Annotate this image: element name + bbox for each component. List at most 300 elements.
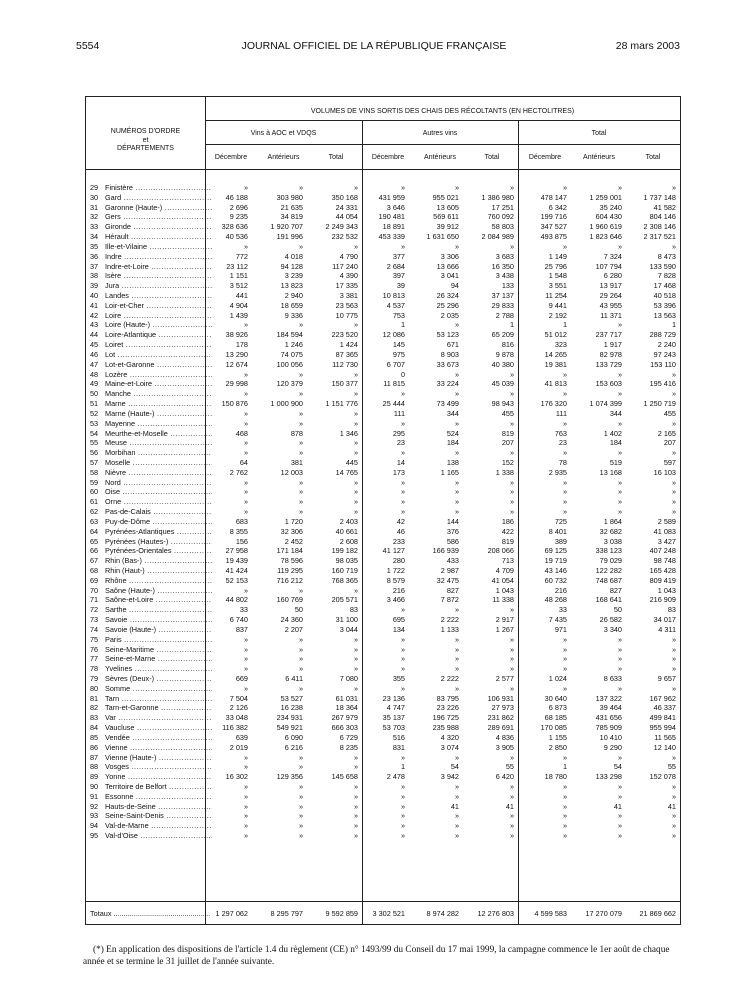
department-name: Garonne (Haute-) ..... — [105, 203, 212, 212]
subcol-header: Antérieurs — [424, 154, 456, 161]
table-cell: 19 381 — [544, 359, 567, 369]
department-name: Saône-et-Loire ..... — [105, 595, 212, 604]
table-cell: 397 — [392, 271, 405, 281]
table-cell: 13 605 — [436, 202, 459, 212]
department-number: 39 — [90, 281, 99, 291]
table-cell: » — [617, 782, 622, 792]
table-cell: 31 100 — [335, 615, 358, 625]
table-cell: » — [509, 634, 514, 644]
table-cell: » — [509, 831, 514, 841]
table-cell: 9 657 — [657, 674, 676, 683]
table-cell: 1 823 646 — [589, 232, 622, 242]
table-cell: 6 216 — [284, 742, 303, 752]
department-number: 35 — [90, 241, 99, 251]
table-cell: 55 — [667, 762, 676, 772]
department-number: 62 — [90, 507, 99, 517]
table-cell: 33 048 — [225, 713, 248, 723]
table-cell: 13 666 — [436, 261, 459, 271]
department-name: Moselle ..... — [105, 458, 212, 467]
table-cell: 12 674 — [225, 359, 248, 369]
department-number: 32 — [90, 212, 99, 222]
subcol-header: Total — [484, 154, 500, 161]
table-cell: 54 — [450, 762, 459, 772]
table-cell: » — [353, 448, 358, 458]
table-cell: 6 873 — [548, 703, 567, 713]
table-cell: 295 — [392, 428, 405, 438]
table-cell: 133 — [501, 281, 514, 291]
table-cell: » — [454, 389, 459, 399]
table-cell: 1 631 650 — [426, 232, 459, 242]
table-cell: » — [243, 782, 248, 792]
table-cell: 3 038 — [603, 536, 622, 546]
table-cell: 2 696 — [229, 202, 248, 212]
table-cell: » — [454, 821, 459, 831]
department-label — [90, 379, 212, 388]
table-cell: » — [617, 821, 622, 831]
table-cell: » — [298, 762, 303, 772]
department-name: Ille-et-Vilaine ..... — [105, 242, 212, 251]
department-label — [90, 802, 212, 811]
department-name: Loiret ..... — [105, 340, 212, 349]
table-cell: » — [617, 664, 622, 674]
table-cell: 971 — [554, 624, 567, 634]
table-cell: 170 085 — [540, 723, 567, 733]
department-label — [90, 291, 212, 300]
department-label — [90, 360, 212, 369]
department-number: 57 — [90, 457, 99, 467]
table-cell: » — [353, 241, 358, 251]
table-cell: » — [562, 448, 567, 458]
department-label — [90, 831, 212, 840]
department-label — [90, 635, 212, 644]
table-cell: 27 973 — [491, 703, 514, 713]
row-divider — [86, 901, 680, 902]
table-cell: 1 074 399 — [589, 399, 622, 409]
table-cell: » — [562, 801, 567, 811]
table-cell: » — [617, 683, 622, 693]
table-cell: » — [671, 448, 676, 458]
department-label — [90, 517, 212, 526]
table-cell: 2 317 521 — [643, 232, 676, 242]
table-cell: 453 339 — [378, 232, 405, 242]
department-number: 59 — [90, 477, 99, 487]
table-cell: 17 335 — [335, 281, 358, 291]
table-cell: 166 939 — [432, 546, 459, 556]
table-cell: 18 659 — [280, 300, 303, 310]
table-cell: 355 — [392, 674, 405, 683]
department-label — [90, 262, 212, 271]
table-cell: 376 — [446, 526, 459, 536]
table-cell: 237 717 — [595, 330, 622, 340]
table-cell: 178 — [235, 340, 248, 350]
table-cell: 2 589 — [657, 516, 676, 526]
department-name: Marne ..... — [105, 399, 212, 408]
table-cell: 205 571 — [331, 595, 358, 605]
department-number: 76 — [90, 644, 99, 654]
department-number: 37 — [90, 261, 99, 271]
table-cell: » — [617, 791, 622, 801]
department-name: Lot-et-Garonne ..... — [105, 360, 212, 369]
table-cell: 199 182 — [331, 546, 358, 556]
table-cell: 2 084 989 — [481, 232, 514, 242]
page-number: 5554 — [76, 40, 100, 52]
table-cell: 129 356 — [276, 772, 303, 782]
table-cell: 1 346 — [339, 428, 358, 438]
table-cell: 4 747 — [386, 703, 405, 713]
department-name: Meurthe-et-Moselle ..... — [105, 429, 212, 438]
table-cell: » — [509, 507, 514, 517]
table-cell: » — [562, 811, 567, 821]
table-cell: » — [298, 782, 303, 792]
table-cell: 120 379 — [276, 379, 303, 389]
table-cell: » — [671, 183, 676, 192]
department-label — [90, 232, 212, 241]
department-name: Yonne ..... — [105, 772, 212, 781]
table-cell: 6 090 — [284, 732, 303, 742]
department-label — [90, 792, 212, 801]
table-cell: 1 386 980 — [481, 192, 514, 202]
table-cell: » — [353, 487, 358, 497]
table-cell: 196 725 — [432, 713, 459, 723]
table-cell: 1 165 — [440, 467, 459, 477]
department-number: 51 — [90, 399, 99, 409]
col-divider — [362, 120, 363, 924]
subcol-header: Antérieurs — [267, 154, 300, 161]
department-label — [90, 252, 212, 261]
table-cell: 1 — [562, 762, 567, 772]
table-cell: 50 — [294, 605, 303, 615]
table-cell: 2 850 — [548, 742, 567, 752]
table-cell: » — [298, 811, 303, 821]
department-number: 48 — [90, 369, 99, 379]
table-cell: 1 043 — [495, 585, 514, 595]
table-cell: 69 125 — [544, 546, 567, 556]
table-cell: 267 979 — [331, 713, 358, 723]
table-cell: 133 298 — [595, 772, 622, 782]
table-cell: 288 729 — [649, 330, 676, 340]
department-label — [90, 222, 212, 231]
table-cell: 61 031 — [335, 693, 358, 703]
table-cell: » — [298, 831, 303, 841]
department-number: 47 — [90, 359, 99, 369]
table-cell: 455 — [501, 408, 514, 418]
table-cell: » — [562, 634, 567, 644]
department-name: Manche ..... — [105, 389, 212, 398]
table-cell: 2 019 — [229, 742, 248, 752]
table-cell: 1 259 001 — [589, 192, 622, 202]
table-cell: » — [243, 448, 248, 458]
totals-cell: 8 974 282 — [426, 909, 459, 918]
table-cell: 153 603 — [595, 379, 622, 389]
table-cell: 1 000 900 — [270, 399, 303, 409]
totals-cell: 9 592 859 — [325, 909, 358, 918]
table-cell: 216 909 — [649, 595, 676, 605]
table-cell: » — [454, 497, 459, 507]
table-cell: 9 290 — [603, 742, 622, 752]
department-label — [90, 527, 212, 536]
table-cell: » — [617, 634, 622, 644]
table-cell: 4 790 — [339, 251, 358, 261]
table-cell: 407 248 — [649, 546, 676, 556]
table-cell: » — [298, 821, 303, 831]
table-cell: 669 — [235, 674, 248, 683]
department-number: 78 — [90, 664, 99, 674]
table-cell: 39 912 — [436, 222, 459, 232]
table-cell: 8 355 — [229, 526, 248, 536]
department-number: 43 — [90, 320, 99, 330]
row-header-line: NUMÉROS D'ORDRE — [110, 128, 181, 135]
table-cell: » — [353, 438, 358, 448]
table-cell: » — [562, 418, 567, 428]
table-cell: » — [243, 418, 248, 428]
table-cell: 3 646 — [386, 202, 405, 212]
table-cell: 768 365 — [331, 575, 358, 585]
table-cell: 6 729 — [339, 732, 358, 742]
table-cell: 23 563 — [335, 300, 358, 310]
department-label — [90, 330, 212, 339]
table-cell: » — [671, 654, 676, 664]
table-cell: 44 054 — [335, 212, 358, 222]
table-cell: 1 149 — [548, 251, 567, 261]
table-cell: 549 921 — [276, 723, 303, 733]
table-cell: 160 719 — [331, 565, 358, 575]
department-label — [90, 743, 212, 752]
department-label — [90, 782, 212, 791]
table-cell: » — [243, 320, 248, 330]
table-cell: 303 980 — [276, 192, 303, 202]
department-number: 88 — [90, 762, 99, 772]
table-cell: » — [353, 389, 358, 399]
table-cell: » — [671, 369, 676, 379]
table-cell: » — [400, 477, 405, 487]
table-cell: » — [509, 448, 514, 458]
table-cell: » — [243, 477, 248, 487]
table-cell: 98 943 — [491, 399, 514, 409]
table-cell: » — [509, 241, 514, 251]
table-cell: 11 371 — [600, 310, 622, 320]
table-cell: » — [353, 507, 358, 517]
table-cell: » — [353, 821, 358, 831]
totals-cell: 8 295 797 — [270, 909, 303, 918]
table-cell: 2 165 — [657, 428, 676, 438]
table-cell: 1 250 719 — [643, 399, 676, 409]
table-cell: » — [243, 497, 248, 507]
table-cell: » — [353, 782, 358, 792]
department-label — [90, 566, 212, 575]
table-cell: 695 — [392, 615, 405, 625]
table-cell: » — [509, 369, 514, 379]
table-cell: » — [243, 811, 248, 821]
department-number: 56 — [90, 448, 99, 458]
department-number: 90 — [90, 782, 99, 792]
table-cell: 137 322 — [595, 693, 622, 703]
page-date: 28 mars 2003 — [615, 40, 680, 52]
table-cell: 433 — [446, 556, 459, 566]
department-name: Pas-de-Calais ..... — [105, 507, 212, 516]
table-cell: » — [400, 241, 405, 251]
department-label — [90, 546, 212, 555]
table-cell: » — [243, 389, 248, 399]
table-cell: 1 — [671, 320, 676, 330]
table-cell: » — [562, 507, 567, 517]
department-label — [90, 242, 212, 251]
department-number: 82 — [90, 703, 99, 713]
table-cell: » — [298, 644, 303, 654]
table-cell: 73 499 — [436, 399, 459, 409]
table-cell: 111 — [555, 408, 567, 418]
table-cell: 41 — [667, 801, 676, 811]
table-cell: 280 — [392, 556, 405, 566]
department-number: 85 — [90, 732, 99, 742]
table-cell: » — [562, 752, 567, 762]
table-cell: » — [671, 752, 676, 762]
group-header: Vins à AOC et VDQS — [250, 130, 317, 137]
table-cell: 3 074 — [440, 742, 459, 752]
table-cell: » — [509, 183, 514, 192]
table-cell: 190 481 — [378, 212, 405, 222]
department-number: 64 — [90, 526, 99, 536]
table-cell: » — [353, 801, 358, 811]
table-cell: 184 594 — [276, 330, 303, 340]
department-label — [90, 320, 212, 329]
table-cell: » — [617, 369, 622, 379]
table-cell: » — [298, 585, 303, 595]
table-cell: 33 — [239, 605, 248, 615]
table-cell: 478 147 — [540, 192, 567, 202]
department-name: Orne ..... — [105, 497, 212, 506]
table-cell: » — [400, 791, 405, 801]
table-cell: 33 673 — [436, 359, 459, 369]
department-number: 44 — [90, 330, 99, 340]
table-cell: 13 823 — [280, 281, 303, 291]
department-label — [90, 772, 212, 781]
department-label — [90, 281, 212, 290]
department-label — [90, 478, 212, 487]
department-number: 33 — [90, 222, 99, 232]
department-number: 38 — [90, 271, 99, 281]
table-cell: 98 035 — [335, 556, 358, 566]
department-label — [90, 340, 212, 349]
department-label — [90, 487, 212, 496]
table-cell: 809 419 — [649, 575, 676, 585]
department-name: Vienne (Haute-) ..... — [105, 753, 212, 762]
row-divider — [205, 144, 680, 145]
table-cell: 468 — [235, 428, 248, 438]
table-cell: 13 290 — [225, 349, 248, 359]
table-cell: » — [353, 811, 358, 821]
department-name: Savoie (Haute-) ..... — [105, 625, 212, 634]
department-label — [90, 468, 212, 477]
table-cell: 9 441 — [548, 300, 567, 310]
table-cell: » — [509, 605, 514, 615]
department-number: 84 — [90, 723, 99, 733]
table-cell: » — [243, 654, 248, 664]
department-number: 50 — [90, 389, 99, 399]
table-cell: 58 803 — [491, 222, 514, 232]
table-cell: 53 527 — [280, 693, 303, 703]
table-cell: » — [298, 497, 303, 507]
table-cell: 83 — [667, 605, 676, 615]
table-cell: » — [671, 791, 676, 801]
table-cell: » — [454, 644, 459, 654]
row-header-line: DÉPARTEMENTS — [117, 145, 174, 152]
table-cell: 6 411 — [285, 674, 303, 683]
table-cell: 748 687 — [595, 575, 622, 585]
table-cell: 13 168 — [599, 467, 622, 477]
table-cell: » — [353, 418, 358, 428]
table-cell: 53 396 — [653, 300, 676, 310]
table-cell: 785 909 — [595, 723, 622, 733]
department-number: 63 — [90, 516, 99, 526]
table-cell: » — [243, 762, 248, 772]
table-cell: 83 — [349, 605, 358, 615]
table-cell: » — [671, 831, 676, 841]
table-cell: 12 086 — [382, 330, 405, 340]
table-cell: 51 012 — [544, 330, 567, 340]
department-number: 79 — [90, 674, 99, 683]
table-cell: 53 703 — [382, 723, 405, 733]
table-cell: 2 577 — [495, 674, 514, 683]
department-number: 77 — [90, 654, 99, 664]
table-cell: 2 935 — [548, 467, 567, 477]
department-number: 66 — [90, 546, 99, 556]
table-cell: » — [562, 497, 567, 507]
table-cell: 133 729 — [595, 359, 622, 369]
table-cell: 160 769 — [276, 595, 303, 605]
table-cell: » — [617, 752, 622, 762]
table-cell: » — [400, 752, 405, 762]
department-name: Loire (Haute-) ..... — [105, 320, 212, 329]
table-cell: » — [509, 664, 514, 674]
table-cell: 39 464 — [599, 703, 622, 713]
table-cell: 8 401 — [548, 526, 567, 536]
table-cell: 41 424 — [225, 565, 248, 575]
table-cell: 7 080 — [339, 674, 358, 683]
department-label — [90, 438, 212, 447]
department-number: 71 — [90, 595, 99, 605]
table-cell: 16 302 — [225, 772, 248, 782]
department-label — [90, 713, 212, 722]
table-cell: » — [617, 418, 622, 428]
table-cell: 597 — [663, 457, 676, 467]
table-cell: 14 265 — [544, 349, 567, 359]
department-name: Gironde ..... — [105, 222, 212, 231]
table-cell: » — [509, 654, 514, 664]
department-name: Val-d'Oise ..... — [105, 831, 212, 840]
table-cell: 9 235 — [229, 212, 248, 222]
table-cell: » — [400, 811, 405, 821]
table-cell: » — [454, 487, 459, 497]
department-name: Rhône ..... — [105, 576, 212, 585]
department-name: Vienne ..... — [105, 743, 212, 752]
table-cell: » — [454, 241, 459, 251]
table-cell: 1 267 — [495, 624, 514, 634]
table-cell: 9 336 — [284, 310, 303, 320]
table-cell: 40 380 — [491, 359, 514, 369]
department-number: 41 — [90, 300, 99, 310]
table-cell: 32 306 — [280, 526, 303, 536]
table-cell: » — [298, 801, 303, 811]
table-cell: » — [400, 507, 405, 517]
table-cell: 46 — [396, 526, 405, 536]
table-cell: 569 611 — [433, 212, 459, 222]
table-cell: » — [617, 487, 622, 497]
table-cell: » — [400, 487, 405, 497]
totals-cell: 4 599 583 — [534, 909, 567, 918]
table-cell: 10 410 — [599, 732, 622, 742]
table-cell: » — [353, 183, 358, 192]
table-cell: 186 — [501, 516, 514, 526]
